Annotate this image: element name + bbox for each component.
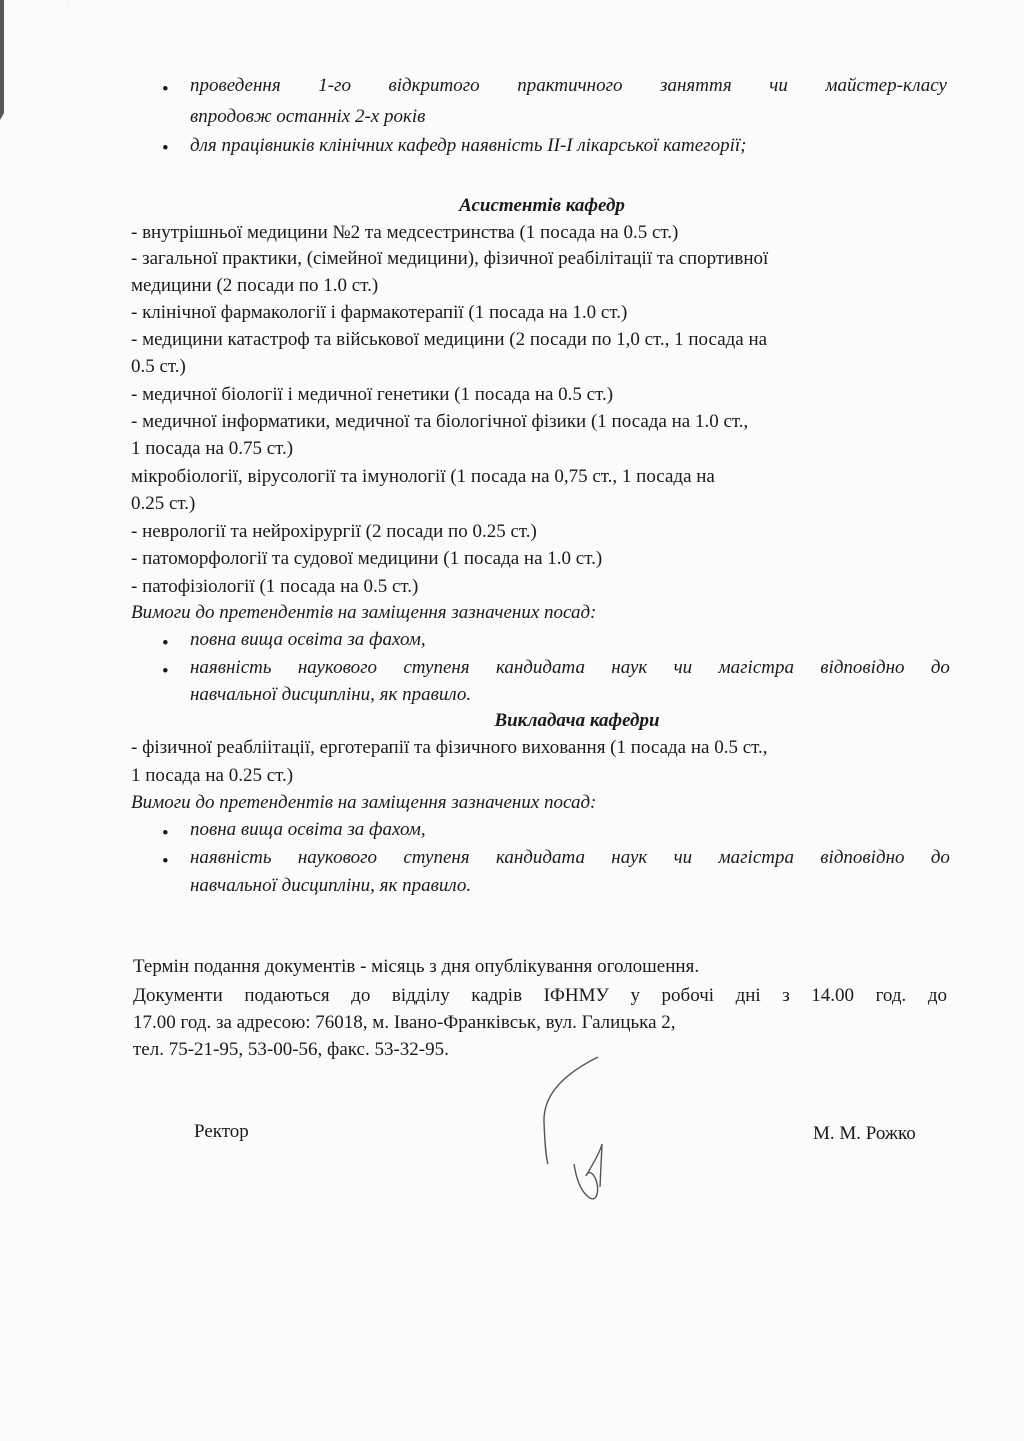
assistants-line: мікробіології, вірусології та імунології (1 посада на 0,75 ст., 1 посада на	[131, 466, 715, 487]
submit-text-line1: Документи подаються до відділу кадрів ІФНМУ у робочі дні з 14.00 год. до	[133, 985, 947, 1006]
intro-bullet-1-line1: проведення 1-го відкритого практичного заняття чи майстер-класу	[190, 75, 947, 96]
lecturers-requirements-title: Вимоги до претендентів на заміщення зазначених посад:	[131, 792, 597, 813]
lecturers-line: - фізичної реабліітації, ерготерапії та фізичного виховання (1 посада на 0.5 ст.,	[131, 737, 768, 758]
assistants-line: - медицини катастроф та військової медицини (2 посади по 1,0 ст., 1 посада на	[131, 329, 768, 350]
assistants-line: 0.5 ст.)	[131, 356, 186, 377]
assistants-requirement-1: повна вища освіта за фахом,	[190, 629, 426, 650]
assistants-requirement-2-line1: наявність наукового ступеня кандидата наук чи магістра відповідно до	[190, 657, 950, 678]
bullet-glyph: •	[162, 661, 169, 682]
signature-position: Ректор	[194, 1121, 249, 1142]
bullet-glyph: •	[162, 851, 169, 872]
assistants-line: медицини (2 посади по 1.0 ст.)	[131, 275, 379, 296]
lecturers-requirement-2-line1: наявність наукового ступеня кандидата наук чи магістра відповідно до	[190, 847, 950, 868]
assistants-line: 0.25 ст.)	[131, 493, 196, 514]
bullet-glyph: •	[162, 823, 169, 844]
assistants-line: - загальної практики, (сімейної медицини), фізичної реабілітації та спортивної	[131, 248, 769, 269]
folded-corner-inner	[4, 0, 70, 118]
intro-bullet-1-line2: впродовж останніх 2-х років	[190, 106, 426, 127]
bullet-glyph: •	[162, 138, 169, 159]
assistants-line: - внутрішньої медицини №2 та медсестринства (1 посада на 0.5 ст.)	[131, 222, 679, 243]
assistants-line: - клінічної фармакології і фармакотерапії (1 посада на 1.0 ст.)	[131, 302, 628, 323]
assistants-line: 1 посада на 0.75 ст.)	[131, 438, 294, 459]
deadline-text: Термін подання документів - місяць з дня опублікування оголошення.	[133, 956, 700, 977]
lecturers-line: 1 посада на 0.25 ст.)	[131, 765, 294, 786]
signature-name: М. М. Рожко	[813, 1123, 916, 1144]
assistants-heading: Асистентів кафедр	[459, 195, 625, 216]
assistants-line: - медичної біології і медичної генетики (1 посада на 0.5 ст.)	[131, 384, 614, 405]
lecturers-heading: Викладача кафедри	[494, 710, 660, 731]
assistants-requirement-2-line2: навчальної дисципліни, як правило.	[190, 684, 472, 705]
bullet-glyph: •	[162, 633, 169, 654]
bullet-glyph: •	[162, 79, 169, 100]
assistants-line: - патоморфології та судової медицини (1 посада на 1.0 ст.)	[131, 548, 603, 569]
handwritten-signature	[538, 1052, 628, 1202]
lecturers-requirement-1: повна вища освіта за фахом,	[190, 819, 426, 840]
assistants-line: - медичної інформатики, медичної та біологічної фізики (1 посада на 1.0 ст.,	[131, 411, 749, 432]
assistants-requirements-title: Вимоги до претендентів на заміщення зазначених посад:	[131, 602, 597, 623]
assistants-line: - неврології та нейрохірургії (2 посади по 0.25 ст.)	[131, 521, 537, 542]
intro-bullet-2: для працівників клінічних кафедр наявність ІІ-І лікарської категорії;	[190, 135, 747, 156]
lecturers-requirement-2-line2: навчальної дисципліни, як правило.	[190, 875, 472, 896]
submit-text-line2: 17.00 год. за адресою: 76018, м. Івано-Франківськ, вул. Галицька 2,	[133, 1012, 676, 1033]
phone-numbers: тел. 75-21-95, 53-00-56, факс. 53-32-95.	[133, 1039, 449, 1060]
assistants-line: - патофізіології (1 посада на 0.5 ст.)	[131, 576, 419, 597]
